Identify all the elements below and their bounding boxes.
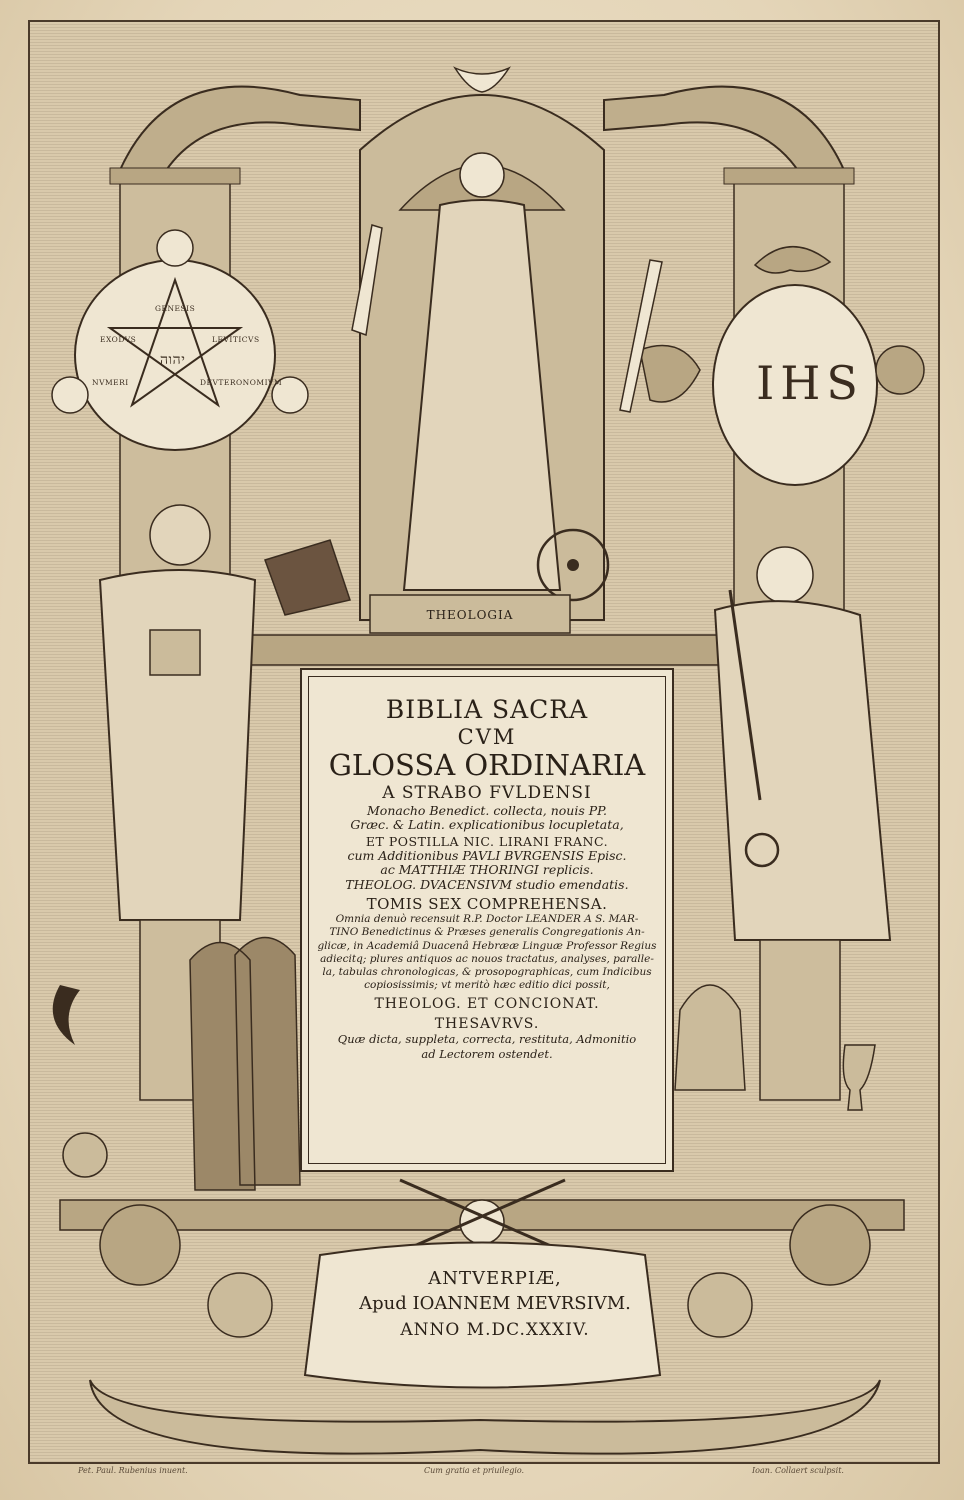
cornice [250,635,720,665]
para-line-6: copiosissimis; vt meritò hæc editio dici possit, [364,978,610,991]
censer-icon [63,1133,107,1177]
label-leviticus: LEVITICVS [212,335,260,344]
closing-line-2: ad Lectorem ostendet. [421,1046,553,1061]
left-figure-head [150,505,210,565]
title-line-4: A STRABO FVLDENSI [382,783,592,804]
statue-label: THEOLOGIA [426,608,514,622]
label-numeri: NVMERI [92,378,129,387]
title-line-3: GLOSSA ORDINARIA [328,747,646,782]
theologia-head [460,153,504,197]
title-cartouche [300,668,674,1172]
credit-privilege: Cum gratia et priuilegio. [424,1466,525,1475]
right-pedestal [760,940,840,1100]
credit-inventor: Pet. Paul. Rubenius inuent. [78,1466,188,1475]
dove-icon [455,68,509,92]
imprint-year: ANNO M.DC.XXXIV. [400,1320,590,1340]
para-line-4: adiecitq; plures antiquos ac nouos tractatus, analyses, paralle- [320,952,654,965]
pediment-scroll-right [604,87,844,180]
ram-head-right-icon [688,1273,752,1337]
para-line-5: la, tabulas chronologicas, & prosopographicas, cum Indicibus [322,965,652,978]
imprint [330,1268,660,1340]
imprint-publisher: Apud IOANNEM MEVRSIVM. [359,1293,631,1314]
ox-head-icon [640,346,700,403]
label-genesis: GENESIS [155,304,196,313]
title-line-13: THESAVRVS. [434,1016,540,1033]
title-line-5: Monacho Benedict. collecta, nouis PP. [367,802,607,818]
fruit-left-icon [100,1205,180,1285]
closing-line-1: Quæ dicta, suppleta, correcta, restituta, Admonitio [337,1032,637,1047]
cornucopia [90,1380,880,1454]
tablets-of-law-icon [190,938,300,1191]
crescent-icon [53,985,80,1045]
ram-head-left-icon [208,1273,272,1337]
right-figure-head [757,547,813,603]
lion-head-icon [876,346,924,394]
para-line-2: TINO Benedictinus & Præses generalis Congregationis An- [329,926,645,939]
title-line-1: BIBLIA SACRA [385,695,589,724]
papal-tiara-icon [675,985,745,1090]
book-icon [265,540,350,615]
title-line-10: THEOLOG. DVACENSIVM studio emendatis. [345,876,629,892]
cherub-head-top-left [157,230,193,266]
para-line-3: glicæ, in Academiâ Duacenâ Hebrææ Linguæ Professor Regius [317,939,657,952]
title-line-2: CVM [457,724,517,749]
title-line-7: ET POSTILLA NIC. LIRANI FRANC. [365,833,609,849]
imprint-place: ANTVERPIÆ, [428,1268,562,1289]
cherub-lower-left [52,377,88,413]
ihs-monogram: IHS [756,356,864,410]
breastplate-icon [150,630,200,675]
title-line-6: Græc. & Latin. explicationibus locupletata, [350,817,624,833]
tetragrammaton: יהוה [160,352,186,368]
title-line-8: cum Additionibus PAVLI BVRGENSIS Episc. [347,847,627,863]
chalice-icon [843,1045,875,1110]
fruit-right-icon [790,1205,870,1285]
credit-engraver: Ioan. Collaert sculpsit. [752,1466,844,1475]
pediment-scroll-left [120,87,360,180]
label-exodus: EXODVS [100,335,137,344]
title-line-9: ac MATTHIÆ THORINGI replicis. [380,862,594,878]
left-figure-robe [100,570,255,920]
para-line-1: Omnia denuò recensuit R.P. Doctor LEANDER A S. MAR- [335,913,639,926]
label-deuteronomium: DEVTERONOMIVM [200,378,283,387]
title-line-12: THEOLOG. ET CONCIONAT. [374,996,600,1013]
right-figure-robe [715,601,890,940]
title-line-11: TOMIS SEX COMPREHENSA. [366,895,608,914]
